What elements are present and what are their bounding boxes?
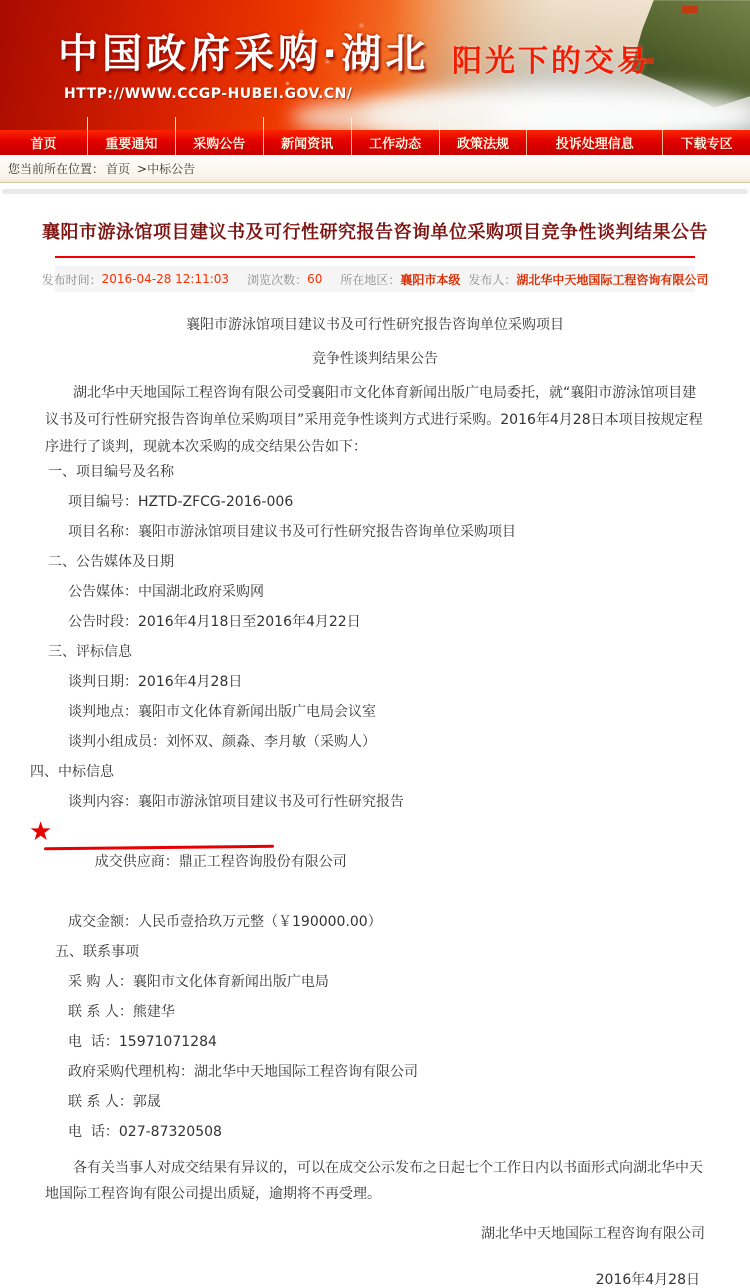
supplier-highlight-underline — [44, 845, 274, 850]
article-heading-line1: 襄阳市游泳馆项目建议书及可行性研究报告咨询单位采购项目 — [186, 317, 564, 333]
section-2-heading: 二、公告媒体及日期 — [48, 554, 174, 570]
banner-clouds-image — [290, 100, 500, 130]
views-label: 浏览次数： — [247, 272, 308, 287]
project-name: 项目名称：襄阳市游泳馆项目建议书及可行性研究报告咨询单位采购项目 — [68, 524, 516, 540]
winning-supplier-line — [0, 817, 750, 900]
region-value: 襄阳市本级 — [400, 272, 461, 287]
negotiation-content: 谈判内容：襄阳市游泳馆项目建议书及可行性研究报告 — [68, 794, 404, 810]
signature-date: 2016年4月28日 — [595, 1272, 700, 1288]
agency-contact: 联 系 人：郭晟 — [68, 1094, 161, 1110]
negotiation-place: 谈判地点：襄阳市文化体育新闻出版广电局会议室 — [68, 704, 376, 720]
nav-item-complaint-info[interactable]: 投诉处理信息 — [526, 130, 662, 155]
site-logo-title: 中国政府采购·湖北 — [58, 31, 430, 77]
page-title: 襄阳市游泳馆项目建议书及可行性研究报告咨询单位采购项目竞争性谈判结果公告 — [42, 222, 708, 243]
nav-item-procurement-announcements[interactable]: 采购公告 — [175, 130, 263, 155]
main-nav — [0, 130, 750, 155]
site-slogan: 阳光下的交易 — [452, 44, 650, 79]
breadcrumb-home-link[interactable]: 首页 — [106, 162, 131, 176]
publish-time-label: 发布时间： — [41, 272, 102, 287]
purchaser-phone: 电 话：15971071284 — [68, 1034, 217, 1050]
section-4-heading: 四、中标信息 — [30, 764, 114, 780]
section-1-heading: 一、项目编号及名称 — [48, 464, 174, 480]
negotiation-date: 谈判日期：2016年4月28日 — [68, 674, 243, 690]
intro-paragraph: 湖北华中天地国际工程咨询有限公司受襄阳市文化体育新闻出版广电局委托，就“襄阳市游泳馆项目建议书及可行性研究报告咨询单位采购项目”采用竞争性谈判方式进行采购。2016年4月28日本项目按规定程序进行了谈判，现就本次采购的成交结果公告如下： — [45, 385, 703, 455]
nav-item-home[interactable]: 首页 — [30, 137, 57, 152]
nav-item-policies[interactable]: 政策法规 — [439, 130, 527, 155]
deal-amount: 成交金额：人民币壹拾玖万元整（￥190000.00） — [68, 914, 382, 930]
site-banner — [0, 0, 750, 130]
announcement-media: 公告媒体：中国湖北政府采购网 — [68, 584, 264, 600]
article-heading-line2: 竞争性谈判结果公告 — [312, 351, 438, 367]
announcement-article — [0, 194, 750, 1287]
publish-time-value: 2016-04-28 12:11:03 — [101, 272, 230, 286]
section-5-heading: 五、联系事项 — [55, 944, 139, 960]
purchaser: 采 购 人：襄阳市文化体育新闻出版广电局 — [68, 974, 329, 990]
banner-temple-decor — [682, 6, 698, 13]
article-meta-bar — [41, 266, 709, 292]
negotiation-panel: 谈判小组成员：刘怀双、颜淼、李月敏（采购人） — [68, 734, 376, 750]
section-3-heading: 三、评标信息 — [48, 644, 132, 660]
publisher-label: 发布人： — [468, 272, 517, 287]
title-underline-rule — [55, 256, 695, 258]
winning-supplier-text: 成交供应商：鼎正工程咨询股份有限公司 — [94, 854, 347, 870]
purchaser-contact: 联 系 人：熊建华 — [68, 1004, 175, 1020]
agency-phone: 电 话：027-87320508 — [68, 1124, 222, 1140]
star-icon: ★ — [29, 817, 53, 847]
breadcrumb — [0, 155, 750, 183]
dispute-notice-paragraph: 各有关当事人对成交结果有异议的，可以在成交公示发布之日起七个工作日内以书面形式向湖北华中天地国际工程咨询有限公司提出质疑，逾期将不再受理。 — [45, 1160, 703, 1202]
breadcrumb-prefix: 您当前所在位置： — [8, 162, 105, 176]
nav-item-downloads[interactable]: 下载专区 — [662, 130, 750, 155]
region-label: 所在地区： — [340, 272, 401, 287]
site-url-text: HTTP://WWW.CCGP-HUBEI.GOV.CN/ — [64, 86, 353, 102]
nav-item-news[interactable]: 新闻资讯 — [263, 130, 351, 155]
views-value: 60 — [307, 272, 323, 286]
breadcrumb-separator: > — [137, 161, 148, 176]
article-body — [0, 465, 750, 1140]
publisher-value: 湖北华中天地国际工程咨询有限公司 — [516, 272, 709, 287]
announcement-period: 公告时段：2016年4月18日至2016年4月22日 — [68, 614, 361, 630]
project-number: 项目编号：HZTD-ZFCG-2016-006 — [68, 494, 294, 510]
nav-item-work-updates[interactable]: 工作动态 — [351, 130, 439, 155]
signature-company: 湖北华中天地国际工程咨询有限公司 — [481, 1226, 705, 1242]
breadcrumb-current: 中标公告 — [147, 162, 196, 176]
agency: 政府采购代理机构：湖北华中天地国际工程咨询有限公司 — [68, 1064, 418, 1080]
nav-item-important-notices[interactable]: 重要通知 — [87, 130, 175, 155]
